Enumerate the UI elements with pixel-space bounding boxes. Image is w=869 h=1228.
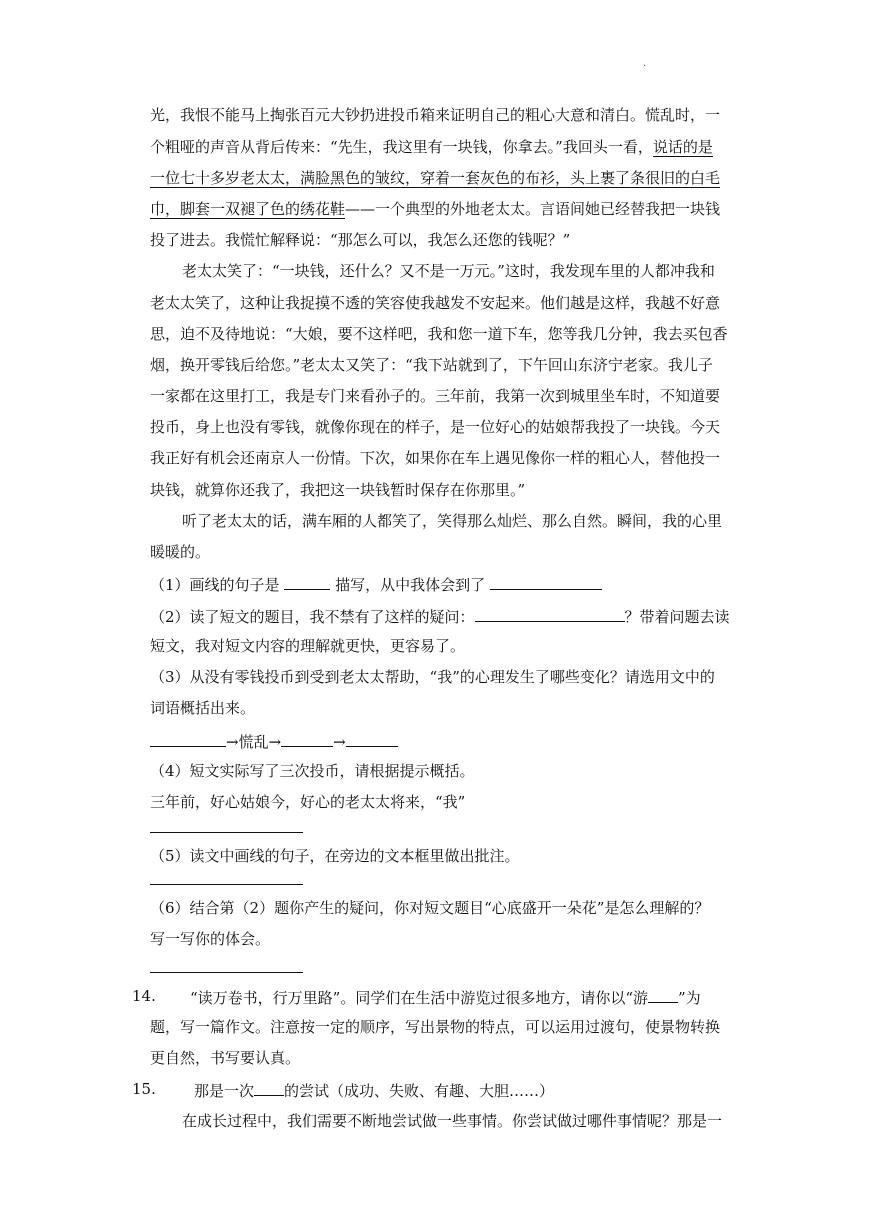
answer-blank[interactable] — [648, 987, 678, 1003]
underlined-sentence: 一位七十多岁老太太，满脸黑色的皱纹，穿着一套灰色的布衫，头上裹了条很旧的白毛 — [150, 169, 721, 187]
underlined-sentence: 巾，脚套一双褪了色的绣花鞋 — [150, 200, 346, 218]
text: “读万卷书，行万里路”。同学们在生活中游览过很多地方，请你以“游 — [190, 989, 649, 1007]
item-14-cont: 题，写一篇作文。注意按一定的顺序，写出景物的特点，可以运用过渡句，使景物转换 — [150, 1018, 721, 1036]
question-2-cont: 短文，我对短文内容的理解就更快，更容易了。 — [150, 637, 466, 655]
passage-line: 烟，换开零钱后给您。”老太太又笑了：“我下站就到了，下午回山东济宁老家。我儿子 — [150, 356, 713, 374]
item-15-cont: 在成长过程中，我们需要不断地尝试做一些事情。你尝试做过哪件事情呢？那是一 — [182, 1112, 723, 1130]
answer-blank[interactable] — [284, 574, 330, 590]
answer-blank[interactable] — [281, 731, 333, 747]
passage-line: 投币，身上也没有零钱，就像你现在的样子，是一位好心的姑娘帮我投了一块钱。今天 — [150, 418, 721, 436]
text: → — [333, 733, 346, 751]
answer-line[interactable] — [150, 972, 303, 973]
passage-line: 我正好有机会还南京人一份情。下次，如果你在车上遇见像你一样的粗心人，替他投一 — [150, 449, 721, 467]
question-2 — [150, 606, 730, 624]
passage-line — [150, 200, 720, 218]
text: 那是一次 — [194, 1082, 255, 1100]
answer-blank[interactable] — [254, 1080, 284, 1096]
question-3-answer — [150, 731, 398, 749]
text: （2）读了短文的题目，我不禁有了这样的疑问： — [150, 608, 475, 626]
passage-line: 老太太笑了：“一块钱，还什么？又不是一万元。”这时，我发现车里的人都冲我和 — [182, 262, 715, 280]
passage-line: 思，迫不及待地说：“大娘，要不这样吧，我和您一道下车，您等我几分钟，我去买包香 — [150, 325, 728, 343]
text: 个粗哑的声音从背后传来：“先生，我这里有一块钱，你拿去。”我回头一看， — [150, 138, 653, 156]
question-5: （5）读文中画线的句子，在旁边的文本框里做出批注。 — [150, 847, 520, 865]
text: ——一个典型的外地老太太。言语间她已经替我把一块钱 — [345, 200, 721, 218]
text: （1）画线的句子是 — [150, 576, 280, 594]
text: 的尝试（成功、失败、有趣、大胆……） — [284, 1082, 555, 1100]
item-number: 14. — [132, 987, 156, 1005]
header-mark: . — [643, 58, 647, 69]
question-6: （6）结合第（2）题你产生的疑问，你对短文题目“心底盛开一朵花”是怎么理解的？ — [150, 899, 710, 917]
passage-line: 块钱，就算你还我了，我把这一块钱暂时保存在你那里。” — [150, 481, 526, 499]
question-3: （3）从没有零钱投币到受到老太太帮助，“我”的心理发生了哪些变化？请选用文中的 — [150, 668, 715, 686]
item-14 — [190, 987, 701, 1005]
text: ”为 — [678, 989, 701, 1007]
question-1 — [150, 574, 602, 592]
passage-line: 老太太笑了，这种让我捉摸不透的笑容使我越发不安起来。他们越是这样，我越不好意 — [150, 294, 721, 312]
passage-line: 一家都在这里打工，我是专门来看孙子的。三年前，我第一次到城里坐车时，不知道要 — [150, 387, 721, 405]
text: 光，我恨不能马上掏张百元大钞扔进投币箱来证明自己的粗心大意和清白。慌乱时，一 — [150, 106, 721, 124]
answer-blank[interactable] — [150, 731, 226, 747]
item-15 — [194, 1080, 554, 1098]
passage-line — [150, 106, 720, 124]
passage-line: 听了老太太的话，满车厢的人都笑了，笑得那么灿烂、那么自然。瞬间，我的心里 — [182, 512, 723, 530]
underlined-sentence: 说话的是 — [652, 138, 713, 156]
answer-line[interactable] — [150, 884, 303, 885]
question-4-cont: 三年前，好心姑娘今，好心的老太太将来，“我” — [150, 793, 466, 811]
answer-blank[interactable] — [346, 731, 398, 747]
passage-line: 暖暖的。 — [150, 543, 211, 561]
text: 描写，从中我体会到了 — [335, 576, 486, 594]
question-4: （4）短文实际写了三次投币，请根据提示概括。 — [150, 762, 475, 780]
answer-blank[interactable] — [475, 606, 625, 622]
item-14-cont: 更自然，书写要认真。 — [150, 1049, 301, 1067]
passage-line — [150, 138, 713, 156]
text: 投了进去。我慌忙解释说：“那怎么可以，我怎么还您的钱呢？” — [150, 231, 571, 249]
question-3-cont: 词语概括出来。 — [150, 699, 256, 717]
text: ？带着问题去读 — [624, 608, 730, 626]
passage-line — [150, 231, 570, 249]
text: →慌乱→ — [226, 733, 282, 751]
answer-blank[interactable] — [490, 574, 602, 590]
question-6-cont: 写一写你的体会。 — [150, 930, 271, 948]
passage-line — [150, 169, 720, 187]
item-number: 15. — [132, 1080, 156, 1098]
answer-line[interactable] — [150, 832, 303, 833]
